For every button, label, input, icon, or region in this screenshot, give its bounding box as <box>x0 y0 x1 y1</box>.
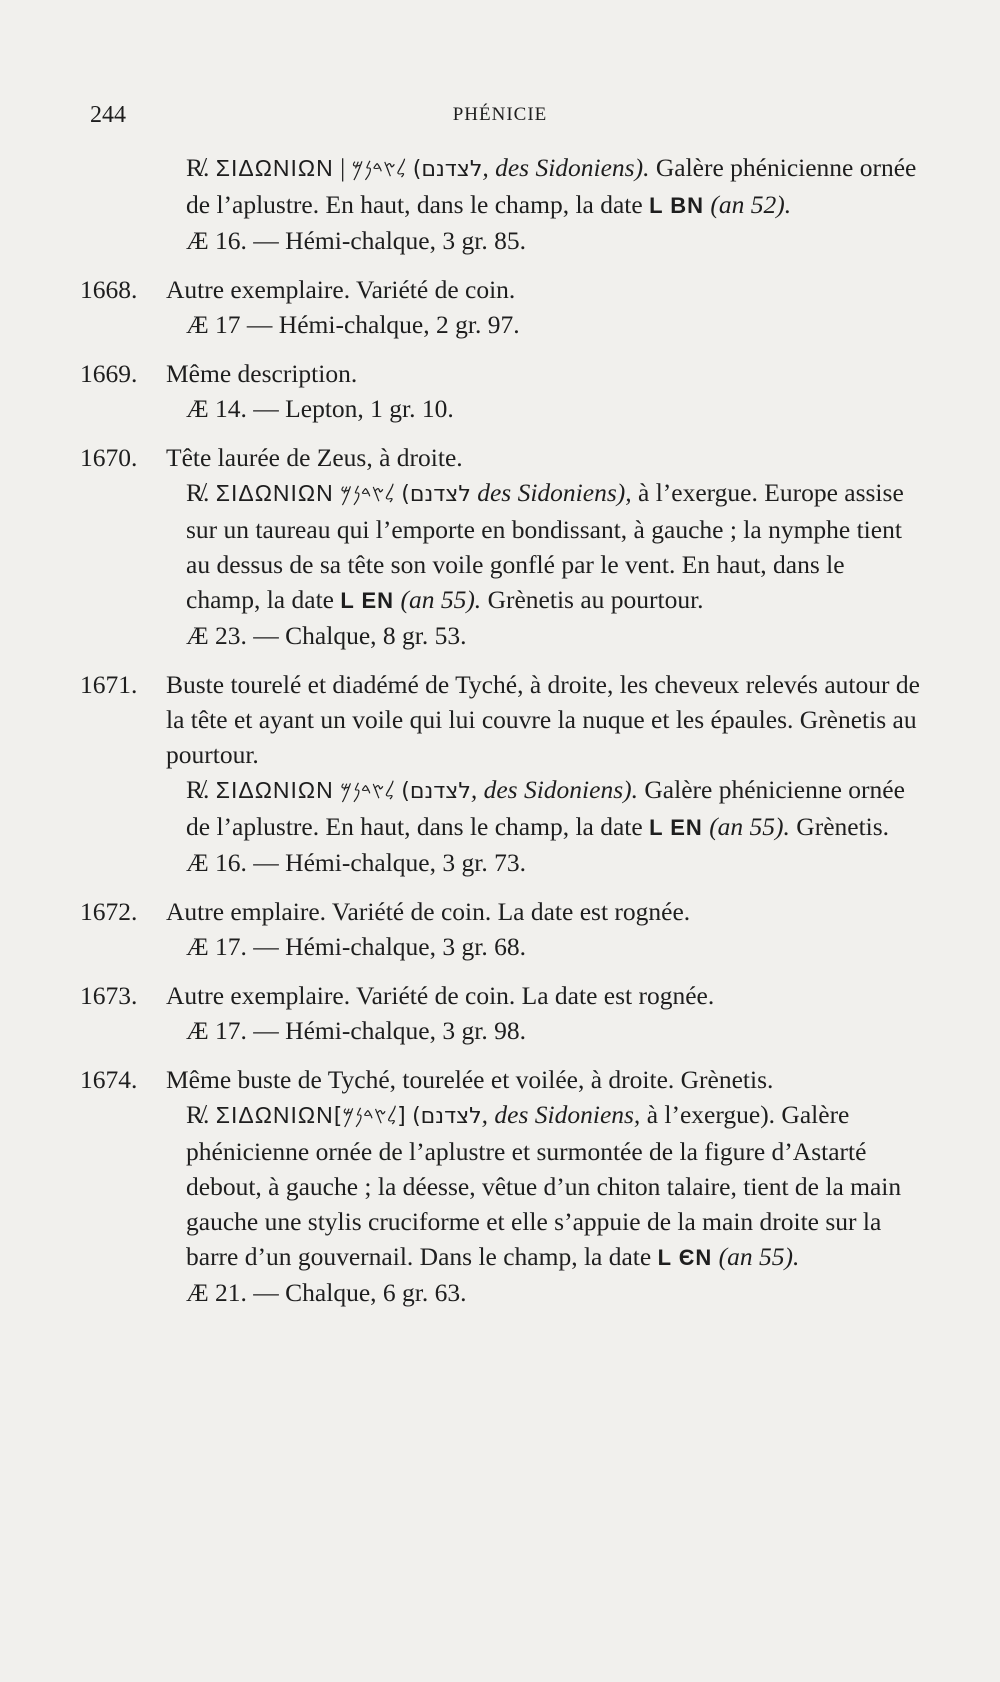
date-year: (an 52). <box>710 190 792 219</box>
entry-1672 <box>80 894 920 964</box>
description-text-end: Grènetis. <box>789 812 890 841</box>
date-legend: L BN <box>649 193 705 218</box>
phoenician-legend: 𐤋𐤑𐤃𐤍𐤌 <box>340 779 395 804</box>
metal-weight: Æ 17 — Hémi-chalque, 2 gr. 97. <box>186 310 520 339</box>
date-legend: L ЄN <box>657 1245 713 1270</box>
reverse-mark: R̸. <box>186 1100 210 1129</box>
metal-weight: Æ 23. — Chalque, 8 gr. 53. <box>186 621 467 650</box>
reverse-mark: R̸. <box>186 478 210 507</box>
reverse-description <box>186 1097 920 1275</box>
metal-weight: Æ 21. — Chalque, 6 gr. 63. <box>186 1278 467 1307</box>
metal-weight: Æ 17. — Hémi-chalque, 3 gr. 68. <box>186 932 526 961</box>
date-year: (an 55). <box>709 812 790 841</box>
description-text: à l’exergue). Galère phénicienne ornée de l’aplustre et surmontée de la figure d’Astarté debout, à gauche ; la déesse, vêtue d’un chiton talaire, tient de la main gauche une stylis cruciforme et elle s’appuie de la main droite sur la barre d’un gouvernail. Dans le champ, la date <box>186 1100 902 1271</box>
obverse-description: Autre exemplaire. Variété de coin. La date est rognée. <box>166 981 715 1010</box>
reverse-description <box>186 150 920 223</box>
obverse-description: Buste tourelé et diadémé de Tyché, à droite, les cheveux relevés autour de la tête et ayant un voile qui lui couvre la nuque et les épaules. Grènetis au pourtour. <box>166 670 920 769</box>
entry-number: 1674. <box>80 1065 138 1094</box>
entry-1669 <box>80 356 920 426</box>
hebrew-transcription: (לצדנם <box>401 779 471 804</box>
page-header <box>0 102 1000 132</box>
greek-legend: ΣΙΔΩΝΙΩΝ <box>215 1102 334 1128</box>
entry-number: 1668. <box>80 275 138 304</box>
translation: , des Sidoniens). <box>470 775 638 804</box>
entry-1673 <box>80 978 920 1048</box>
date-legend: L EN <box>340 588 395 613</box>
obverse-description: Autre emplaire. Variété de coin. La date est rognée. <box>166 897 691 926</box>
obverse-description: Autre exemplaire. Variété de coin. <box>166 275 516 304</box>
separator-bar: | <box>340 153 346 182</box>
obverse-description: Même description. <box>166 359 358 388</box>
phoenician-legend: 𐤋𐤑𐤃𐤍𐤌 <box>351 157 407 182</box>
translation: , des Sidoniens, <box>481 1100 641 1129</box>
translation: , des Sidoniens). <box>482 153 650 182</box>
entry-number: 1669. <box>80 359 138 388</box>
entry-number: 1673. <box>80 981 138 1010</box>
description-text: Galère phénicienne ornée de l’aplustre. En haut, dans le champ, la date <box>186 775 905 841</box>
entry-1674 <box>80 1062 920 1310</box>
metal-weight: Æ 14. — Lepton, 1 gr. 10. <box>186 394 454 423</box>
phoenician-legend: [𐤋𐤑𐤃𐤍𐤌] <box>333 1104 406 1129</box>
reverse-description <box>186 475 920 618</box>
running-title: PHÉNICIE <box>452 104 548 125</box>
translation: des Sidoniens), <box>470 478 632 507</box>
entry-1671 <box>80 667 920 880</box>
hebrew-transcription: (לצדנם <box>412 1104 482 1129</box>
date-year: (an 55). <box>718 1242 800 1271</box>
metal-weight: Æ 16. — Hémi-chalque, 3 gr. 85. <box>186 226 526 255</box>
description-text: à l’exergue. Europe assise sur un taureau qui l’emporte en bondissant, à gauche ; la nymphe tient au dessus de sa tête son voile gonflé par le vent. En haut, dans le champ, la date <box>186 478 904 614</box>
description-text-end: Grènetis au pourtour. <box>481 585 704 614</box>
hebrew-transcription: (לצדנם <box>401 482 471 507</box>
obverse-description: Tête laurée de Zeus, à droite. <box>166 443 463 472</box>
entry-continued <box>80 150 920 258</box>
entry-number: 1670. <box>80 443 138 472</box>
metal-weight: Æ 16. — Hémi-chalque, 3 gr. 73. <box>186 848 526 877</box>
reverse-description <box>186 772 920 845</box>
metal-weight: Æ 17. — Hémi-chalque, 3 gr. 98. <box>186 1016 526 1045</box>
obverse-description: Même buste de Tyché, tourelée et voilée, à droite. Grènetis. <box>166 1065 774 1094</box>
greek-legend: ΣΙΔΩΝΙΩΝ <box>215 155 334 181</box>
greek-legend: ΣΙΔΩΝΙΩΝ <box>215 480 334 506</box>
entry-number: 1671. <box>80 670 138 699</box>
catalogue-text <box>80 150 920 1324</box>
page-number: 244 <box>90 102 126 128</box>
entry-1668 <box>80 272 920 342</box>
description-text: Galère phénicienne ornée de l’aplustre. En haut, dans le champ, la date <box>186 153 917 219</box>
greek-legend: ΣΙΔΩΝΙΩΝ <box>215 777 334 803</box>
entry-1670 <box>80 440 920 653</box>
date-year: (an 55). <box>400 585 482 614</box>
date-legend: L EN <box>649 815 703 840</box>
reverse-mark: R̸. <box>186 775 210 804</box>
phoenician-legend: 𐤋𐤑𐤃𐤍𐤌 <box>340 482 395 507</box>
hebrew-transcription: (לצדנם <box>412 157 483 182</box>
entry-number: 1672. <box>80 897 138 926</box>
reverse-mark: R̸. <box>186 153 210 182</box>
